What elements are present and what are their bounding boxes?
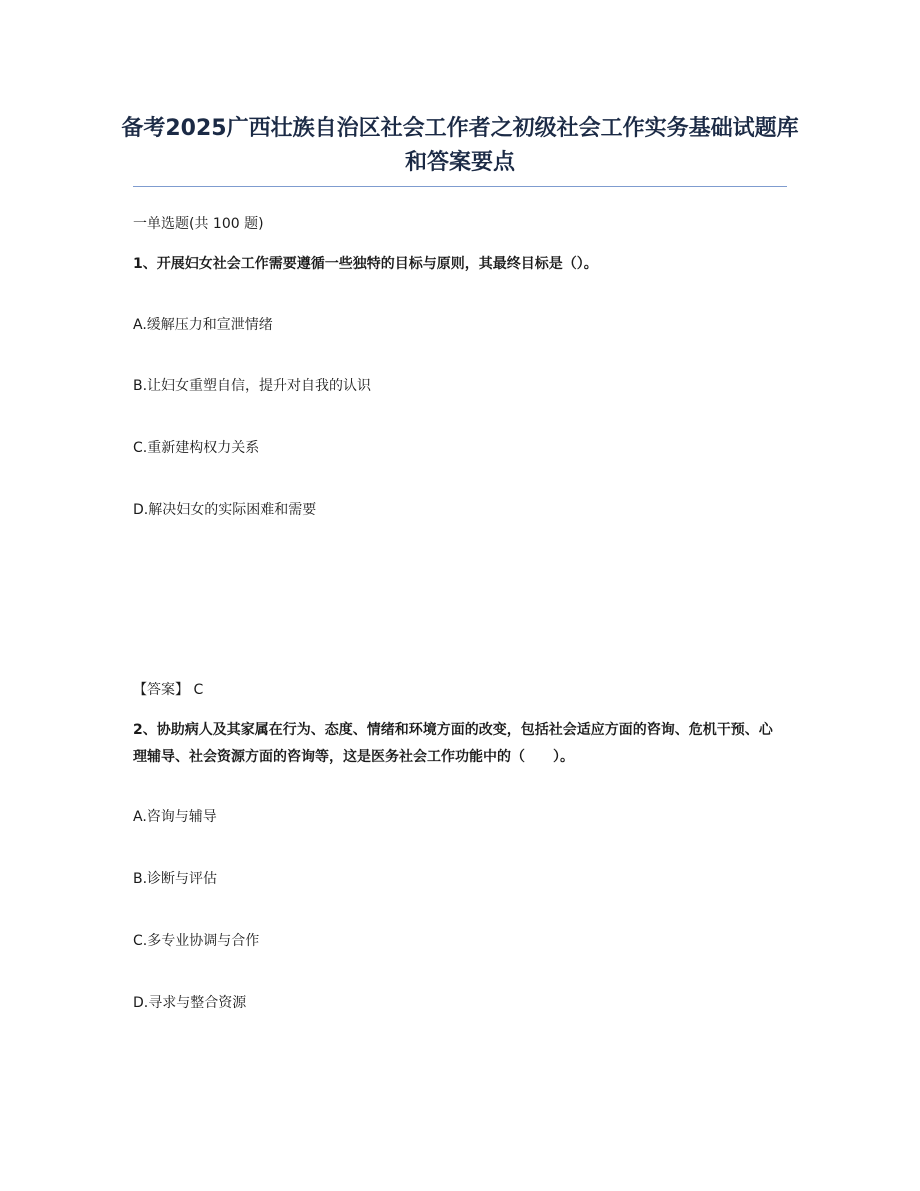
question-1-option-b: B.让妇女重塑自信，提升对自我的认识 <box>133 378 372 394</box>
title-underline <box>133 186 787 187</box>
question-2-option-d: D.寻求与整合资源 <box>133 995 247 1011</box>
question-2-stem: 2、协助病人及其家属在行为、态度、情绪和环境方面的改变，包括社会适应方面的咨询、危机干预、心理辅导、社会资源方面的咨询等，这是医务社会工作功能中的（ ）。 <box>133 722 773 765</box>
question-1-option-d: D.解决妇女的实际困难和需要 <box>133 502 317 518</box>
question-2-option-b: B.诊断与评估 <box>133 871 218 887</box>
question-2-option-c: C.多专业协调与合作 <box>133 933 260 949</box>
question-1-answer: 【答案】 C <box>133 682 204 698</box>
section-heading: 一单选题(共 100 题) <box>133 216 264 232</box>
document-title: 备考2025广西壮族自治区社会工作者之初级社会工作实务基础试题库和答案要点 <box>121 116 799 175</box>
question-1-stem: 1、开展妇女社会工作需要遵循一些独特的目标与原则，其最终目标是（）。 <box>133 256 598 272</box>
question-1-option-a: A.缓解压力和宣泄情绪 <box>133 317 273 333</box>
question-2-option-a: A.咨询与辅导 <box>133 809 217 825</box>
question-1-option-c: C.重新建构权力关系 <box>133 440 260 456</box>
